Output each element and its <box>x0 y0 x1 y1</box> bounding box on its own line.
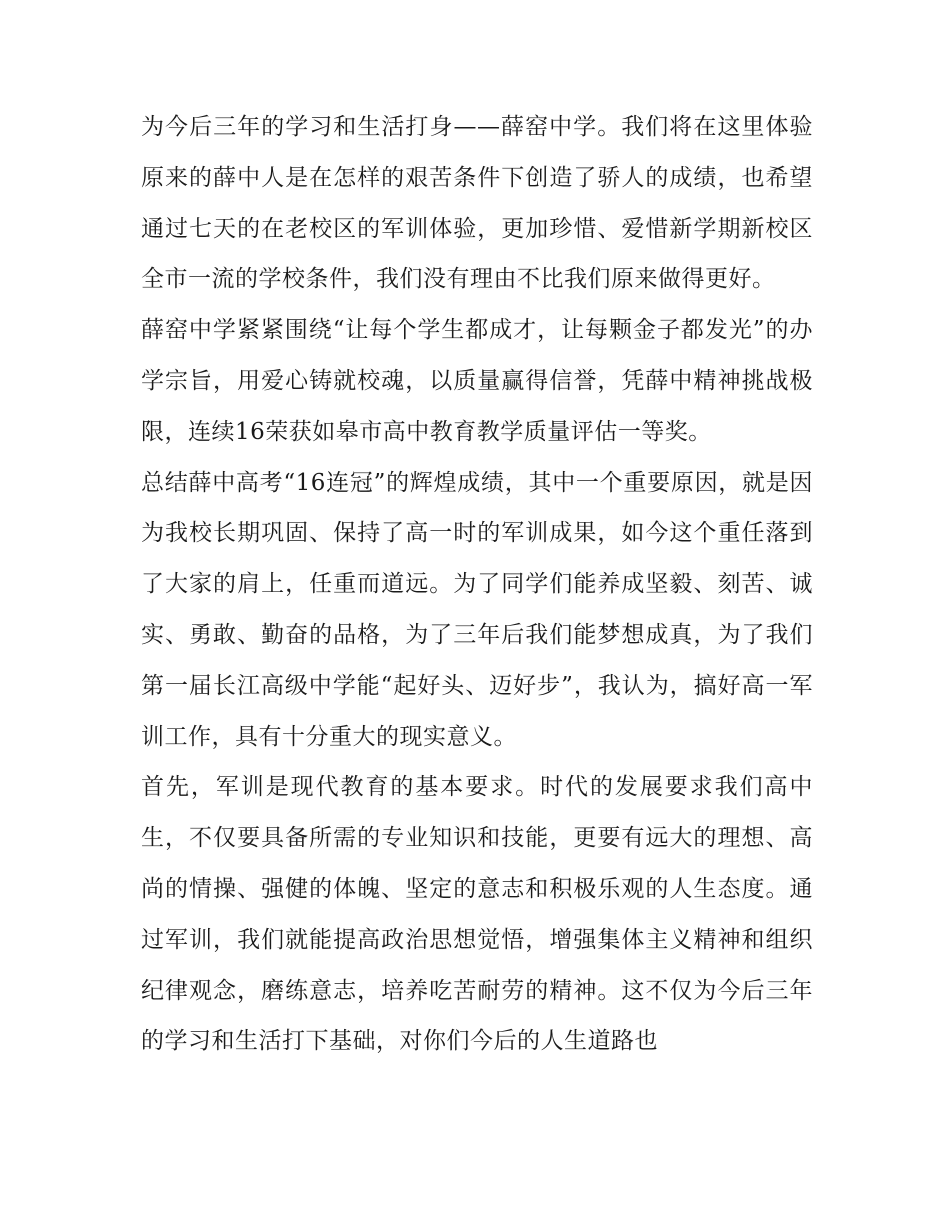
paragraph-3: 总结薛中高考“16连冠”的辉煌成绩，其中一个重要原因，就是因为我校长期巩固、保持了高一时的军训成果，如今这个重任落到了大家的肩上，任重而道远。为了同学们能养成坚毅、刻苦、诚实、勇敢、勤奋的品格，为了三年后我们能梦想成真，为了我们第一届长江高级中学能“起好头、迈好步”，我认为，搞好高一军训工作，具有十分重大的现实意义。 <box>141 469 813 750</box>
paragraph-2: 薛窑中学紧紧围绕“让每个学生都成才，让每颗金子都发光”的办学宗旨，用爱心铸就校魂，以质量赢得信誉，凭薛中精神挑战极限，连续16荣获如皋市高中教育教学质量评估一等奖。 <box>141 317 813 445</box>
document-page <box>141 102 813 1067</box>
paragraph-4: 首先，军训是现代教育的基本要求。时代的发展要求我们高中生，不仅要具备所需的专业知识和技能，更要有远大的理想、高尚的情操、强健的体魄、坚定的意志和积极乐观的人生态度。通过军训，我们就能提高政治思想觉悟，增强集体主义精神和组织纪律观念，磨练意志，培养吃苦耐劳的精神。这不仅为今后三年的学习和生活打下基础，对你们今后的人生道路也 <box>141 774 813 1055</box>
paragraph-1: 为今后三年的学习和生活打身——薛窑中学。我们将在这里体验原来的薛中人是在怎样的艰苦条件下创造了骄人的成绩，也希望通过七天的在老校区的军训体验，更加珍惜、爱惜新学期新校区全市一流的学校条件，我们没有理由不比我们原来做得更好。 <box>141 114 813 293</box>
